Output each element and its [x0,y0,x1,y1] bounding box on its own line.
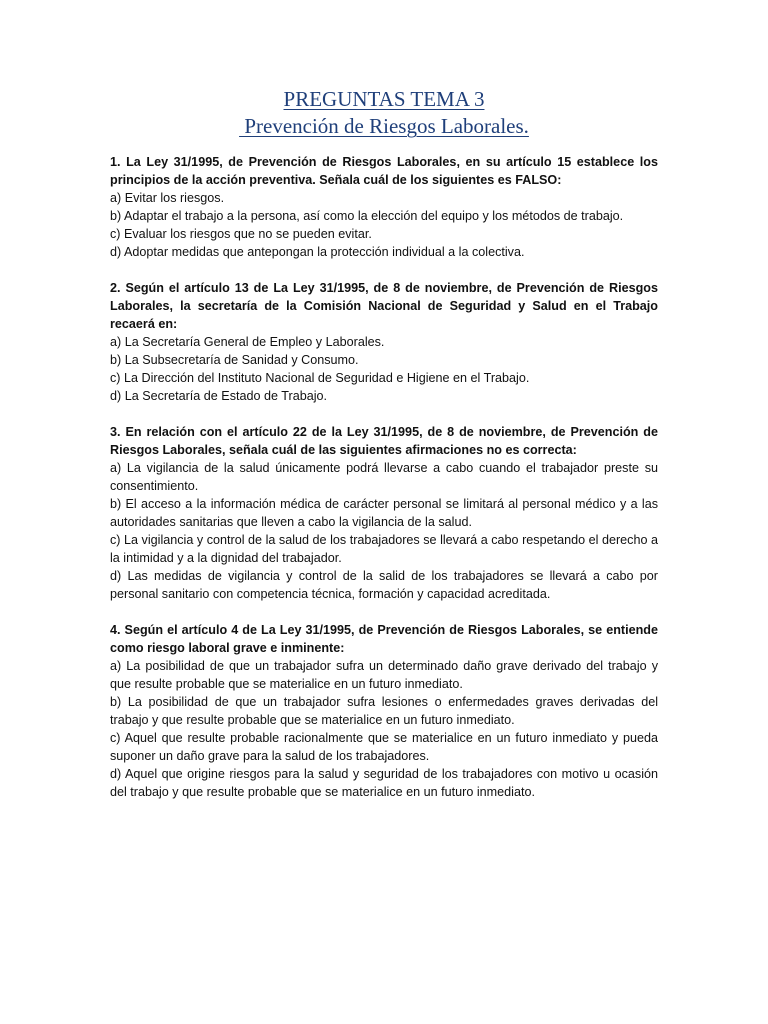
document-subtitle: Prevención de Riesgos Laborales. [239,114,529,138]
answer-option-a: a) La Secretaría General de Empleo y Laborales. [110,335,385,349]
question-4 [110,621,658,801]
answer-option-b: b) La posibilidad de que un trabajador sufra lesiones o enfermedades graves derivadas del trabajo y que resulte probable que se materialice en un futuro inmediato. [110,695,658,727]
answer-option-c: c) La vigilancia y control de la salud de los trabajadores se llevará a cabo respetando el derecho a la intimidad y a la dignidad del trabajador. [110,533,658,565]
question-text: 3. En relación con el artículo 22 de la Ley 31/1995, de 8 de noviembre, de Prevención de Riesgos Laborales, señala cuál de las siguientes afirmaciones no es correcta: [110,425,658,457]
question-text: 1. La Ley 31/1995, de Prevención de Riesgos Laborales, en su artículo 15 establece los principios de la acción preventiva. Señala cuál de los siguientes es FALSO: [110,155,658,187]
answer-option-d: d) Las medidas de vigilancia y control de la salid de los trabajadores se llevará a cabo por personal sanitario con competencia técnica, formación y capacidad acreditada. [110,569,658,601]
answer-option-b: b) Adaptar el trabajo a la persona, así como la elección del equipo y los métodos de trabajo. [110,209,624,223]
answer-option-c: c) Evaluar los riesgos que no se pueden evitar. [110,227,372,241]
question-2 [110,279,658,405]
answer-option-c: c) Aquel que resulte probable racionalmente que se materialice en un futuro inmediato y pueda suponer un daño grave para la salud de los trabajadores. [110,731,658,763]
answer-option-a: a) Evitar los riesgos. [110,191,225,205]
answer-option-a: a) La vigilancia de la salud únicamente podrá llevarse a cabo cuando el trabajador preste su consentimiento. [110,461,658,493]
answer-option-b: b) La Subsecretaría de Sanidad y Consumo. [110,353,359,367]
questions-list [110,153,658,819]
question-text: 2. Según el artículo 13 de La Ley 31/1995, de 8 de noviembre, de Prevención de Riesgos Laborales, la secretaría de la Comisión Nacional de Seguridad y Salud en el Trabajo recaerá en: [110,281,658,331]
answer-option-c: c) La Dirección del Instituto Nacional de Seguridad e Higiene en el Trabajo. [110,371,530,385]
answer-option-b: b) El acceso a la información médica de carácter personal se limitará al personal médico y a las autoridades sanitarias que lleven a cabo la vigilancia de la salud. [110,497,658,529]
answer-option-d: d) Adoptar medidas que antepongan la protección individual a la colectiva. [110,245,525,259]
document-title: PREGUNTAS TEMA 3 [283,87,485,111]
answer-option-d: d) La Secretaría de Estado de Trabajo. [110,389,328,403]
question-1 [110,153,658,261]
question-text: 4. Según el artículo 4 de La Ley 31/1995, de Prevención de Riesgos Laborales, se entiende como riesgo laboral grave e inminente: [110,623,658,655]
answer-option-a: a) La posibilidad de que un trabajador sufra un determinado daño grave derivado del trabajo y que resulte probable que se materialice en un futuro inmediato. [110,659,658,691]
question-3 [110,423,658,603]
answer-option-d: d) Aquel que origine riesgos para la salud y seguridad de los trabajadores con motivo u ocasión del trabajo y que resulte probable que se materialice en un futuro inmediato. [110,767,658,799]
